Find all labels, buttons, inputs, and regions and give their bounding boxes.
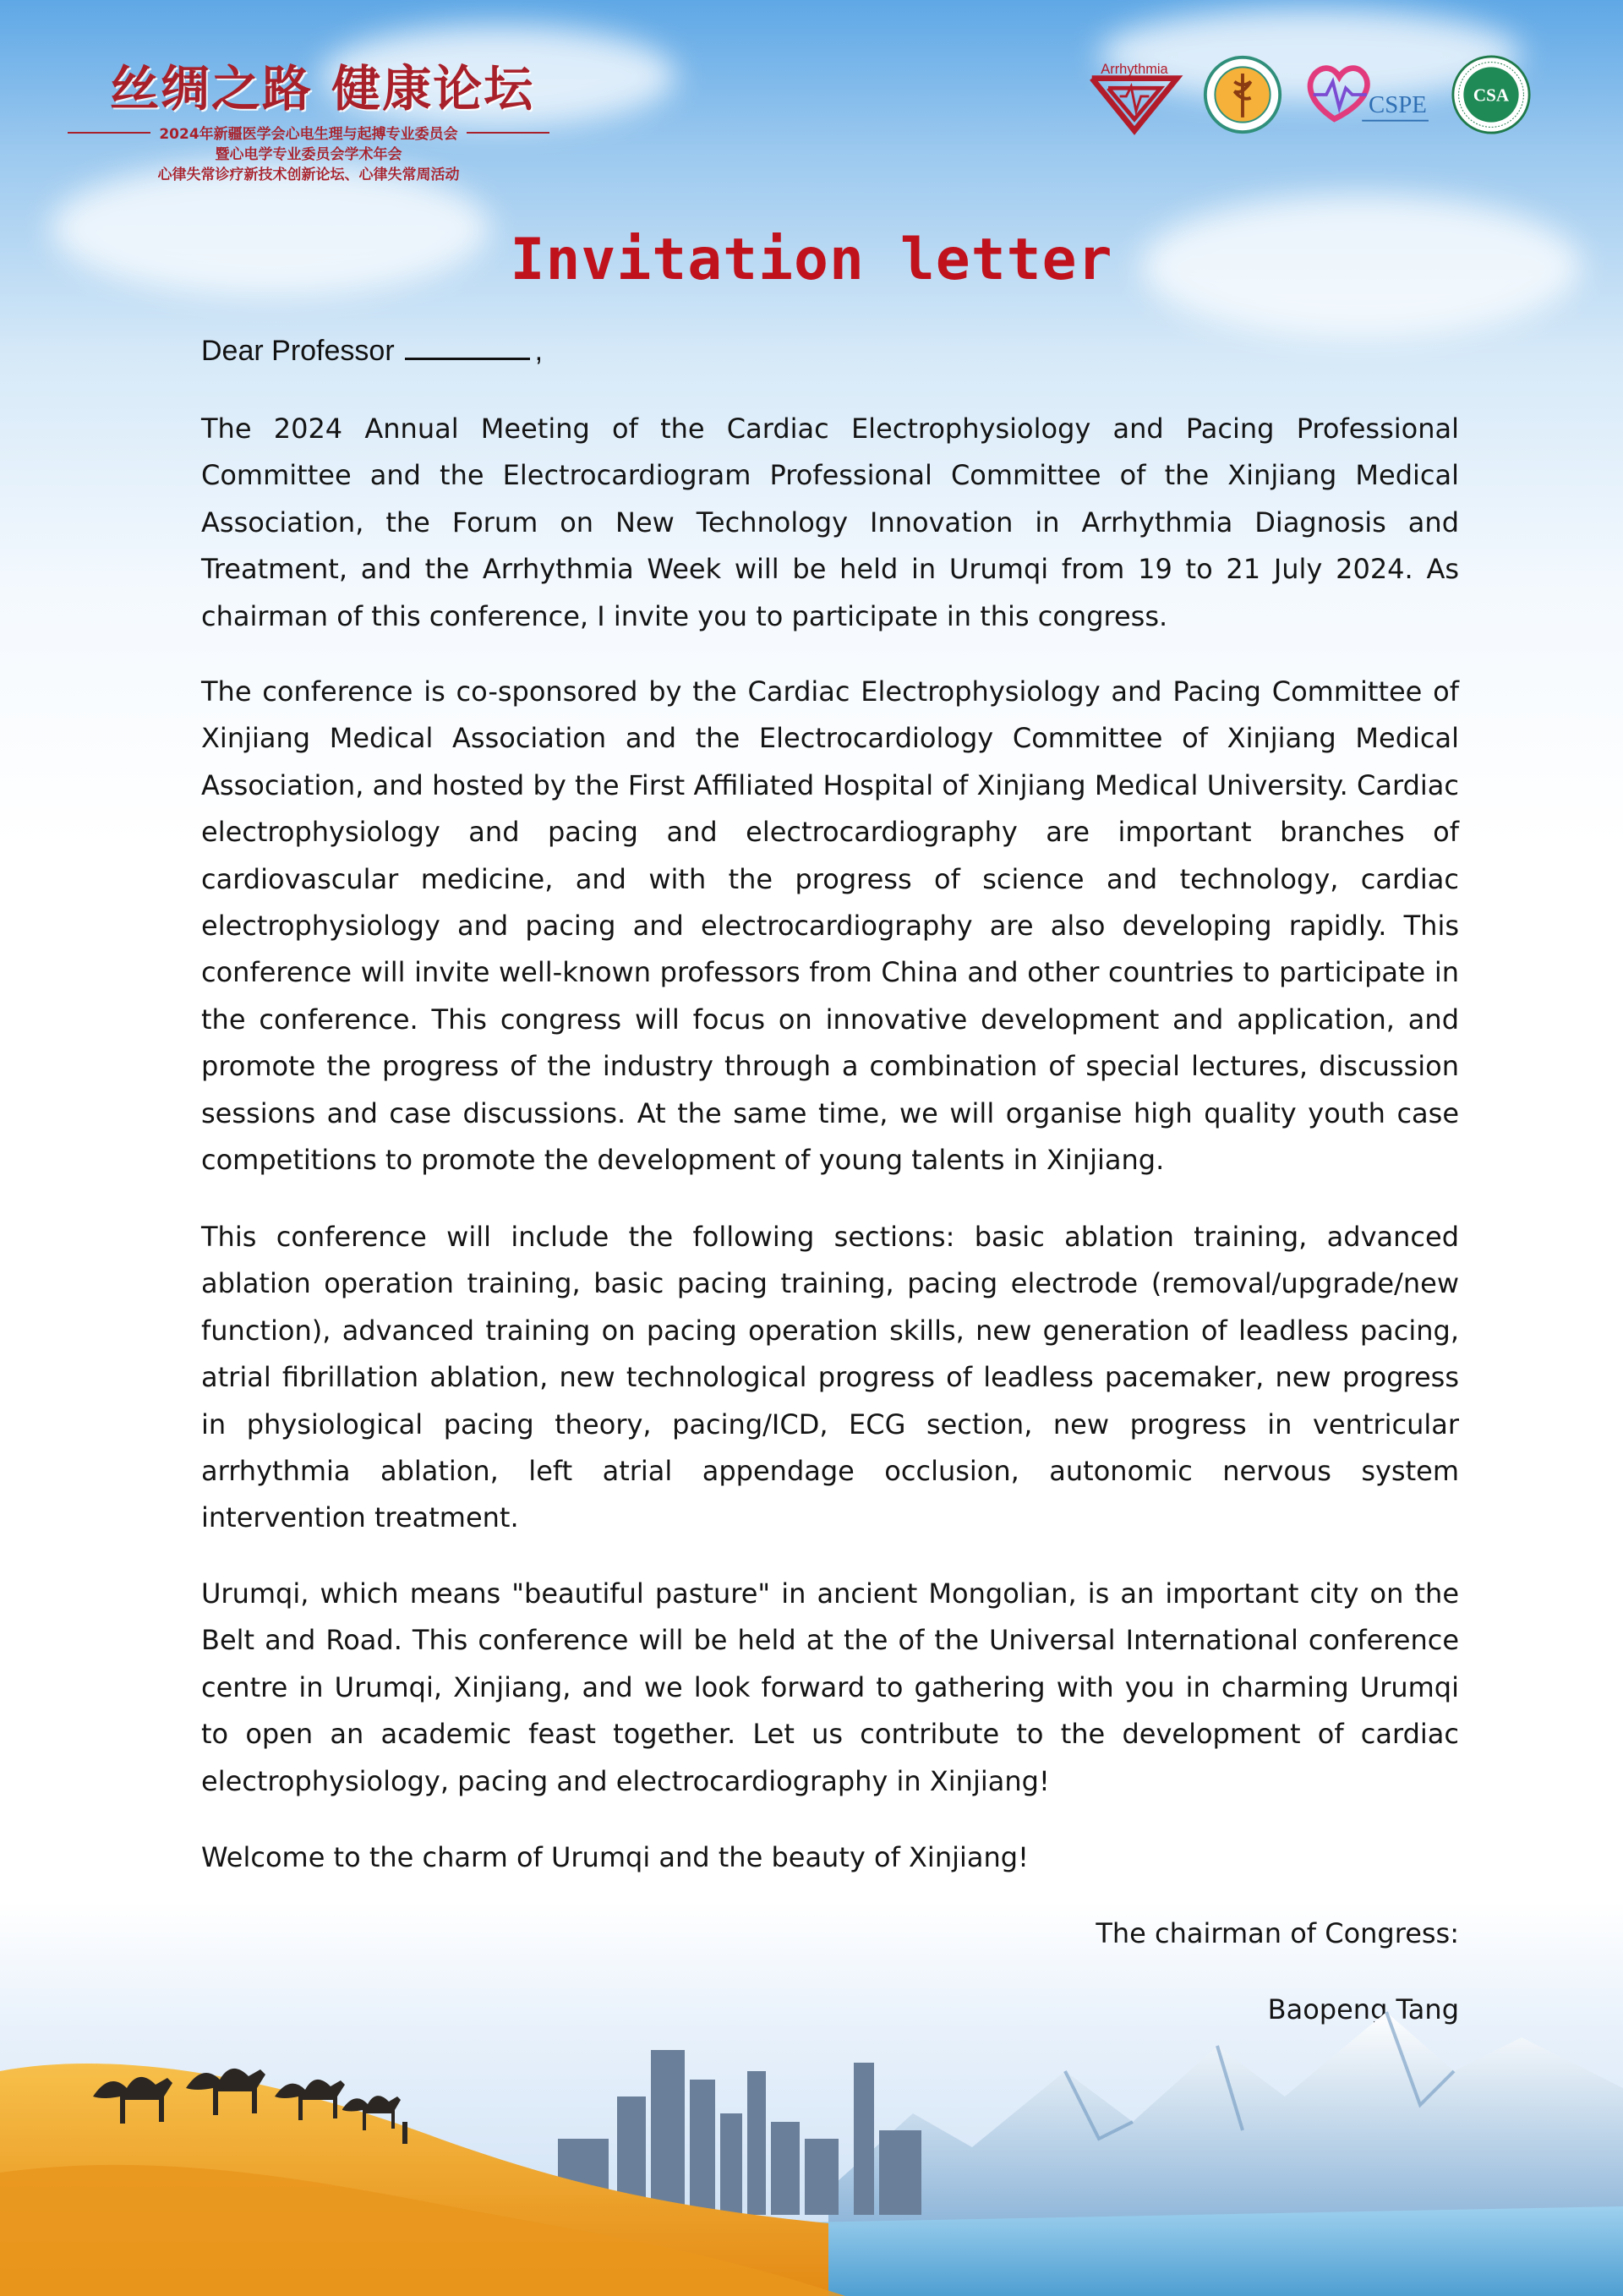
name-blank: [405, 336, 530, 360]
forum-title: 丝绸之路 健康论坛: [110, 60, 535, 118]
sponsor-logos: [1085, 52, 1532, 137]
header-subtitle-row: [68, 122, 549, 143]
paragraph-sections: This conference will include the following sections: basic ablation training, advanced ablation operation training, basic pacing training, pacing electrode (removal/upgrade/new function), advanced training on pacing operation skills, new generation of leadless pacing, atrial fibrillation ablation, new technological progress of leadless pacemaker, new progress in physiological pacing theory, pacing/ICD, ECG section, new progress in ventricular arrhythmia ablation, left atrial appendage occlusion, autonomic nervous system intervention treatment.: [201, 1221, 1459, 1534]
letter-title: Invitation letter: [510, 227, 1113, 293]
medical-association-seal-icon: [1202, 54, 1283, 135]
paragraph-sponsors: The conference is co-sponsored by the Cardiac Electrophysiology and Pacing Committee of Xinjiang Medical Association and the Electrocardiology Committee of Xinjiang Medical Association, and hosted by the First Affiliated Hospital of Xinjiang Medical University. Cardiac electrophysiology and pacing and electrocardiography are important branches of cardiovascular medicine, and with the progress of science and technology, cardiac electrophysiology and pacing and electrocardiography are also developing rapidly. This conference will invite well-known professors from China and other countries to participate in the conference. This congress will focus on innovative development and application, and promote the progress of the industry through a combination of special lectures, discussion sessions and case discussions. At the same time, we will organise high quality youth case competitions to promote the development of young talents in Xinjiang.: [201, 675, 1459, 1177]
divider: [467, 132, 549, 134]
landscape-illustration: [0, 1970, 1623, 2296]
greeting-prefix: Dear Professor: [201, 335, 395, 367]
snow-mountains: [828, 2012, 1623, 2223]
paragraph-urumqi: Urumqi, which means "beautiful pasture" in ancient Mongolian, is an important city on the Belt and Road. This conference will be held at the of the Universal International conference centre in Urumqi, Xinjiang, and we look forward to gathering with you in charming Urumqi to open an academic feast together. Let us contribute to the development of cardiac electrophysiology, pacing and electrocardiography in Xinjiang!: [201, 1577, 1459, 1797]
paragraph-welcome: Welcome to the charm of Urumqi and the beauty of Xinjiang!: [201, 1841, 1029, 1873]
greeting: [201, 335, 543, 368]
signature-name: Baopeng Tang: [1267, 1993, 1459, 2025]
csa-seal-icon: [1451, 54, 1532, 135]
csa-logo-label: CSA: [1473, 85, 1510, 106]
header-subtitle: 心律失常诊疗新技术创新论坛、心律失常周活动: [157, 167, 460, 183]
paragraph-intro: The 2024 Annual Meeting of the Cardiac Electrophysiology and Pacing Professional Committee and the Electrocardiogram Professional Committee of the Xinjiang Medical Association, the Forum on New Technology Innovation in Arrhythmia Diagnosis and Treatment, and the Arrhythmia Week will be held in Urumqi from 19 to 21 July 2024. As chairman of this conference, I invite you to participate in this congress.: [201, 413, 1459, 632]
header-subtitle: 暨心电学专业委员会学术年会: [215, 146, 402, 163]
greeting-suffix: ,: [534, 335, 544, 367]
cspe-logo-icon: [1302, 54, 1432, 135]
arrhythmia-logo-icon: [1085, 52, 1183, 137]
cspe-logo-label: CSPE: [1369, 91, 1427, 119]
arrhythmia-logo-label: Arrhythmia: [1101, 61, 1168, 77]
divider: [68, 132, 150, 134]
header-subtitle: 2024年新疆医学会心电生理与起搏专业委员会: [159, 126, 458, 143]
signature-title: The chairman of Congress:: [1096, 1917, 1459, 1949]
